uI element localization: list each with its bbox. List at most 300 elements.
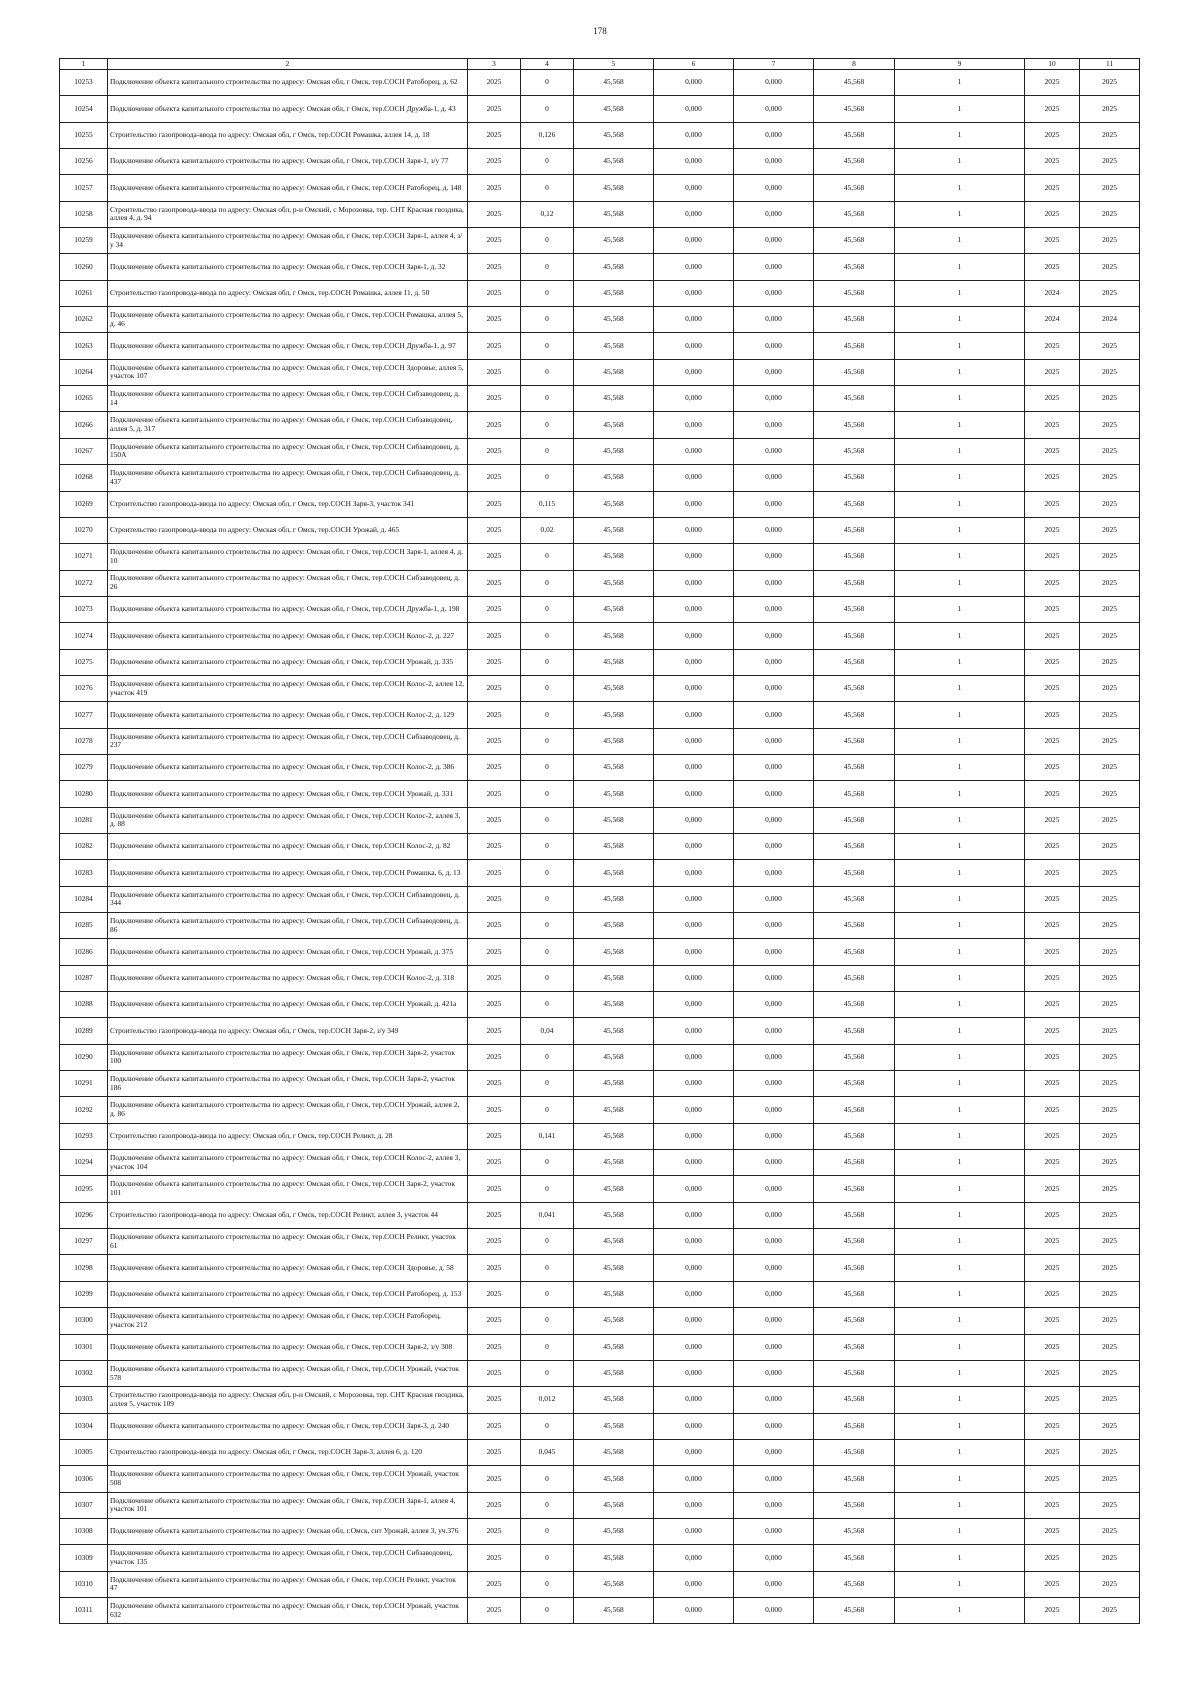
col-3-value: 2025 — [468, 1334, 521, 1360]
col-11-value: 2025 — [1080, 1202, 1140, 1228]
row-number: 10304 — [60, 1413, 108, 1439]
row-number: 10282 — [60, 833, 108, 859]
col-4-value: 0 — [521, 1150, 574, 1176]
col-11-value: 2025 — [1080, 1150, 1140, 1176]
column-header-8: 8 — [814, 59, 895, 70]
col-11-value: 2025 — [1080, 913, 1140, 939]
col-5-value: 45,568 — [574, 781, 654, 807]
table-row — [60, 1044, 1140, 1070]
col-11-value: 2025 — [1080, 754, 1140, 780]
col-6-value: 0,000 — [654, 1597, 734, 1623]
col-6-value: 0,000 — [654, 1202, 734, 1228]
col-7-value: 0,000 — [734, 623, 814, 649]
col-4-value: 0,115 — [521, 491, 574, 517]
table-row — [60, 96, 1140, 122]
row-number: 10259 — [60, 228, 108, 254]
col-3-value: 2025 — [468, 1360, 521, 1386]
col-6-value: 0,000 — [654, 1492, 734, 1518]
col-5-value: 45,568 — [574, 517, 654, 543]
col-8-value: 45,568 — [814, 1466, 895, 1492]
col-5-value: 45,568 — [574, 1571, 654, 1597]
object-description: Подключение объекта капитального строительства по адресу: Омская обл, г Омск, тер.СОСН Заря-1, аллея 4, д. 10 — [108, 544, 468, 570]
col-3-value: 2025 — [468, 728, 521, 754]
col-9-value: 1 — [895, 1571, 1025, 1597]
col-9-value: 1 — [895, 70, 1025, 96]
col-5-value: 45,568 — [574, 1545, 654, 1571]
col-10-value: 2025 — [1025, 1334, 1080, 1360]
col-11-value: 2025 — [1080, 1044, 1140, 1070]
col-6-value: 0,000 — [654, 833, 734, 859]
col-5-value: 45,568 — [574, 70, 654, 96]
col-8-value: 45,568 — [814, 280, 895, 306]
col-3-value: 2025 — [468, 491, 521, 517]
row-number: 10262 — [60, 307, 108, 333]
col-9-value: 1 — [895, 1308, 1025, 1334]
table-row — [60, 254, 1140, 280]
col-8-value: 45,568 — [814, 1097, 895, 1123]
row-number: 10255 — [60, 122, 108, 148]
object-description: Подключение объекта капитального строительства по адресу: Омская обл, г Омск, тер.СОСН Урожай, д. 375 — [108, 939, 468, 965]
col-11-value: 2025 — [1080, 1545, 1140, 1571]
table-row — [60, 728, 1140, 754]
col-4-value: 0 — [521, 1176, 574, 1202]
col-7-value: 0,000 — [734, 939, 814, 965]
table-row — [60, 359, 1140, 385]
col-7-value: 0,000 — [734, 1097, 814, 1123]
col-6-value: 0,000 — [654, 886, 734, 912]
col-8-value: 45,568 — [814, 412, 895, 438]
col-11-value: 2025 — [1080, 1571, 1140, 1597]
col-7-value: 0,000 — [734, 1360, 814, 1386]
col-10-value: 2025 — [1025, 1387, 1080, 1413]
col-10-value: 2025 — [1025, 149, 1080, 175]
col-10-value: 2025 — [1025, 1571, 1080, 1597]
col-5-value: 45,568 — [574, 1387, 654, 1413]
col-11-value: 2025 — [1080, 1387, 1140, 1413]
col-7-value: 0,000 — [734, 1597, 814, 1623]
table-row — [60, 781, 1140, 807]
col-3-value: 2025 — [468, 1202, 521, 1228]
col-11-value: 2025 — [1080, 992, 1140, 1018]
col-8-value: 45,568 — [814, 1545, 895, 1571]
col-5-value: 45,568 — [574, 122, 654, 148]
col-3-value: 2025 — [468, 1545, 521, 1571]
col-7-value: 0,000 — [734, 1229, 814, 1255]
table-row — [60, 1545, 1140, 1571]
col-9-value: 1 — [895, 1044, 1025, 1070]
col-11-value: 2025 — [1080, 807, 1140, 833]
column-header-9: 9 — [895, 59, 1025, 70]
col-9-value: 1 — [895, 886, 1025, 912]
row-number: 10289 — [60, 1018, 108, 1044]
col-3-value: 2025 — [468, 412, 521, 438]
col-4-value: 0 — [521, 702, 574, 728]
row-number: 10311 — [60, 1597, 108, 1623]
col-5-value: 45,568 — [574, 1492, 654, 1518]
col-6-value: 0,000 — [654, 201, 734, 227]
col-11-value: 2025 — [1080, 1229, 1140, 1255]
col-9-value: 1 — [895, 307, 1025, 333]
col-11-value: 2025 — [1080, 833, 1140, 859]
col-6-value: 0,000 — [654, 623, 734, 649]
col-10-value: 2025 — [1025, 517, 1080, 543]
col-5-value: 45,568 — [574, 728, 654, 754]
col-5-value: 45,568 — [574, 675, 654, 701]
row-number: 10272 — [60, 570, 108, 596]
col-7-value: 0,000 — [734, 359, 814, 385]
col-4-value: 0 — [521, 307, 574, 333]
object-description: Подключение объекта капитального строительства по адресу: Омская обл, г Омск, тер.СОСН Заря-2, участок 186 — [108, 1071, 468, 1097]
col-5-value: 45,568 — [574, 359, 654, 385]
object-description: Подключение объекта капитального строительства по адресу: Омская обл, г Омск, тер.СОСН Дружба-1, д. 43 — [108, 96, 468, 122]
object-description: Подключение объекта капитального строительства по адресу: Омская обл, г Омск, тер.СОСН Колос-2, д. 318 — [108, 965, 468, 991]
col-8-value: 45,568 — [814, 491, 895, 517]
object-description: Подключение объекта капитального строительства по адресу: Омская обл, г Омск, тер.СОСН Сибзаводовец, д. 26 — [108, 570, 468, 596]
table-row — [60, 1281, 1140, 1307]
col-7-value: 0,000 — [734, 1018, 814, 1044]
col-4-value: 0 — [521, 1308, 574, 1334]
col-8-value: 45,568 — [814, 307, 895, 333]
col-11-value: 2025 — [1080, 1518, 1140, 1544]
object-description: Подключение объекта капитального строительства по адресу: Омская обл, г Омск, тер.СОСН Реликт, участок 47 — [108, 1571, 468, 1597]
object-description: Строительство газопровода-ввода по адресу: Омская обл, г Омск, тер.СОСН Заря-3, аллея 6, д. 120 — [108, 1439, 468, 1465]
col-10-value: 2025 — [1025, 1123, 1080, 1149]
col-7-value: 0,000 — [734, 1071, 814, 1097]
col-4-value: 0 — [521, 675, 574, 701]
object-description: Строительство газопровода-ввода по адресу: Омская обл, г Омск, тер.СОСН Урожай, д. 465 — [108, 517, 468, 543]
row-number: 10309 — [60, 1545, 108, 1571]
col-7-value: 0,000 — [734, 886, 814, 912]
table-body — [60, 70, 1140, 1624]
col-7-value: 0,000 — [734, 544, 814, 570]
table-row — [60, 1176, 1140, 1202]
col-9-value: 1 — [895, 992, 1025, 1018]
col-4-value: 0,12 — [521, 201, 574, 227]
col-9-value: 1 — [895, 1466, 1025, 1492]
col-5-value: 45,568 — [574, 307, 654, 333]
col-6-value: 0,000 — [654, 992, 734, 1018]
col-5-value: 45,568 — [574, 1202, 654, 1228]
table-row — [60, 491, 1140, 517]
col-10-value: 2025 — [1025, 1439, 1080, 1465]
col-3-value: 2025 — [468, 280, 521, 306]
col-4-value: 0 — [521, 465, 574, 491]
col-4-value: 0 — [521, 913, 574, 939]
table-row — [60, 965, 1140, 991]
col-6-value: 0,000 — [654, 1413, 734, 1439]
row-number: 10301 — [60, 1334, 108, 1360]
col-7-value: 0,000 — [734, 1202, 814, 1228]
col-4-value: 0 — [521, 1492, 574, 1518]
object-description: Строительство газопровода-ввода по адресу: Омская обл, г Омск, тер.СОСН Заря-2, з/у 349 — [108, 1018, 468, 1044]
row-number: 10302 — [60, 1360, 108, 1386]
col-3-value: 2025 — [468, 939, 521, 965]
col-10-value: 2025 — [1025, 1597, 1080, 1623]
col-7-value: 0,000 — [734, 333, 814, 359]
col-4-value: 0 — [521, 728, 574, 754]
object-description: Строительство газопровода-ввода по адресу: Омская обл, г Омск, тер.СОСН Заря-3, участок 341 — [108, 491, 468, 517]
col-10-value: 2025 — [1025, 833, 1080, 859]
col-10-value: 2025 — [1025, 596, 1080, 622]
col-3-value: 2025 — [468, 675, 521, 701]
col-6-value: 0,000 — [654, 386, 734, 412]
col-11-value: 2025 — [1080, 1071, 1140, 1097]
col-3-value: 2025 — [468, 754, 521, 780]
col-4-value: 0 — [521, 807, 574, 833]
table-row — [60, 438, 1140, 464]
row-number: 10253 — [60, 70, 108, 96]
col-9-value: 1 — [895, 175, 1025, 201]
col-6-value: 0,000 — [654, 570, 734, 596]
col-6-value: 0,000 — [654, 596, 734, 622]
col-6-value: 0,000 — [654, 307, 734, 333]
col-3-value: 2025 — [468, 465, 521, 491]
object-description: Подключение объекта капитального строительства по адресу: Омская обл, г Омск, тер.СОСН Урожай, участок 632 — [108, 1597, 468, 1623]
col-6-value: 0,000 — [654, 913, 734, 939]
object-description: Подключение объекта капитального строительства по адресу: Омская обл, г Омск, тер.СОСН Заря-1, аллея 4, з/у 34 — [108, 228, 468, 254]
col-11-value: 2025 — [1080, 254, 1140, 280]
header-row — [60, 59, 1140, 70]
col-6-value: 0,000 — [654, 544, 734, 570]
table-header — [60, 59, 1140, 70]
col-10-value: 2025 — [1025, 122, 1080, 148]
col-5-value: 45,568 — [574, 570, 654, 596]
col-8-value: 45,568 — [814, 623, 895, 649]
col-3-value: 2025 — [468, 386, 521, 412]
col-8-value: 45,568 — [814, 1334, 895, 1360]
column-header-3: 3 — [468, 59, 521, 70]
object-description: Подключение объекта капитального строительства по адресу: Омская обл, г Омск, тер.СОСН Заря-2, з/у 308 — [108, 1334, 468, 1360]
col-5-value: 45,568 — [574, 1176, 654, 1202]
col-3-value: 2025 — [468, 1176, 521, 1202]
col-9-value: 1 — [895, 412, 1025, 438]
col-7-value: 0,000 — [734, 1255, 814, 1281]
col-11-value: 2025 — [1080, 1308, 1140, 1334]
col-3-value: 2025 — [468, 1150, 521, 1176]
col-11-value: 2025 — [1080, 517, 1140, 543]
col-5-value: 45,568 — [574, 860, 654, 886]
table-row — [60, 70, 1140, 96]
col-4-value: 0 — [521, 149, 574, 175]
col-10-value: 2025 — [1025, 781, 1080, 807]
col-5-value: 45,568 — [574, 544, 654, 570]
row-number: 10258 — [60, 201, 108, 227]
table-row — [60, 860, 1140, 886]
col-7-value: 0,000 — [734, 96, 814, 122]
col-7-value: 0,000 — [734, 517, 814, 543]
col-5-value: 45,568 — [574, 886, 654, 912]
col-10-value: 2025 — [1025, 1150, 1080, 1176]
col-7-value: 0,000 — [734, 992, 814, 1018]
col-9-value: 1 — [895, 1071, 1025, 1097]
col-9-value: 1 — [895, 675, 1025, 701]
row-number: 10261 — [60, 280, 108, 306]
col-10-value: 2025 — [1025, 175, 1080, 201]
col-5-value: 45,568 — [574, 1229, 654, 1255]
col-8-value: 45,568 — [814, 1387, 895, 1413]
table-row — [60, 1150, 1140, 1176]
col-7-value: 0,000 — [734, 1545, 814, 1571]
col-8-value: 45,568 — [814, 913, 895, 939]
table-row — [60, 333, 1140, 359]
col-9-value: 1 — [895, 280, 1025, 306]
col-8-value: 45,568 — [814, 1281, 895, 1307]
col-7-value: 0,000 — [734, 1439, 814, 1465]
col-10-value: 2025 — [1025, 465, 1080, 491]
table-row — [60, 807, 1140, 833]
col-9-value: 1 — [895, 570, 1025, 596]
row-number: 10260 — [60, 254, 108, 280]
col-7-value: 0,000 — [734, 1413, 814, 1439]
object-description: Подключение объекта капитального строительства по адресу: Омская обл, г Омск, тер.СОСН Сибзаводовец, аллея 5, д. 317 — [108, 412, 468, 438]
col-11-value: 2025 — [1080, 886, 1140, 912]
col-7-value: 0,000 — [734, 1518, 814, 1544]
col-11-value: 2025 — [1080, 333, 1140, 359]
col-3-value: 2025 — [468, 1387, 521, 1413]
col-9-value: 1 — [895, 1202, 1025, 1228]
col-5-value: 45,568 — [574, 623, 654, 649]
col-9-value: 1 — [895, 1413, 1025, 1439]
table-row — [60, 886, 1140, 912]
col-3-value: 2025 — [468, 122, 521, 148]
col-11-value: 2025 — [1080, 860, 1140, 886]
col-9-value: 1 — [895, 649, 1025, 675]
col-10-value: 2025 — [1025, 1071, 1080, 1097]
col-5-value: 45,568 — [574, 649, 654, 675]
investment-table — [59, 58, 1140, 1624]
table-row — [60, 201, 1140, 227]
col-9-value: 1 — [895, 333, 1025, 359]
col-11-value: 2025 — [1080, 359, 1140, 385]
col-4-value: 0,02 — [521, 517, 574, 543]
col-10-value: 2025 — [1025, 438, 1080, 464]
col-11-value: 2025 — [1080, 965, 1140, 991]
column-header-11: 11 — [1080, 59, 1140, 70]
col-8-value: 45,568 — [814, 1018, 895, 1044]
object-description: Подключение объекта капитального строительства по адресу: Омская обл, г Омск, тер.СОСН Колос-2, д. 129 — [108, 702, 468, 728]
col-3-value: 2025 — [468, 1281, 521, 1307]
col-9-value: 1 — [895, 596, 1025, 622]
object-description: Подключение объекта капитального строительства по адресу: Омская обл, г Омск, тер.СОСН Дружба-1, д. 198 — [108, 596, 468, 622]
object-description: Подключение объекта капитального строительства по адресу: Омская обл, г Омск, тер.СОСН Колос-2, аллея 3, участок 104 — [108, 1150, 468, 1176]
col-3-value: 2025 — [468, 149, 521, 175]
col-10-value: 2025 — [1025, 386, 1080, 412]
object-description: Строительство газопровода-ввода по адресу: Омская обл, р-н Омский, с Морозовка, тер. СНТ Красная гвоздика, аллея 5, участок 109 — [108, 1387, 468, 1413]
col-9-value: 1 — [895, 754, 1025, 780]
row-number: 10257 — [60, 175, 108, 201]
col-10-value: 2025 — [1025, 1466, 1080, 1492]
col-3-value: 2025 — [468, 965, 521, 991]
row-number: 10270 — [60, 517, 108, 543]
row-number: 10278 — [60, 728, 108, 754]
table-row — [60, 913, 1140, 939]
col-4-value: 0 — [521, 1044, 574, 1070]
col-10-value: 2025 — [1025, 992, 1080, 1018]
row-number: 10275 — [60, 649, 108, 675]
col-4-value: 0 — [521, 860, 574, 886]
table-row — [60, 754, 1140, 780]
col-4-value: 0 — [521, 965, 574, 991]
row-number: 10300 — [60, 1308, 108, 1334]
col-6-value: 0,000 — [654, 122, 734, 148]
row-number: 10254 — [60, 96, 108, 122]
table-row — [60, 1334, 1140, 1360]
row-number: 10269 — [60, 491, 108, 517]
col-5-value: 45,568 — [574, 833, 654, 859]
col-9-value: 1 — [895, 702, 1025, 728]
col-4-value: 0,012 — [521, 1387, 574, 1413]
col-3-value: 2025 — [468, 1492, 521, 1518]
col-4-value: 0 — [521, 1518, 574, 1544]
col-3-value: 2025 — [468, 649, 521, 675]
col-3-value: 2025 — [468, 623, 521, 649]
row-number: 10306 — [60, 1466, 108, 1492]
col-9-value: 1 — [895, 122, 1025, 148]
col-4-value: 0 — [521, 544, 574, 570]
col-6-value: 0,000 — [654, 1229, 734, 1255]
col-4-value: 0 — [521, 833, 574, 859]
col-8-value: 45,568 — [814, 965, 895, 991]
col-11-value: 2025 — [1080, 544, 1140, 570]
object-description: Подключение объекта капитального строительства по адресу: Омская обл, г Омск, тер.СОСН Заря-2, участок 101 — [108, 1176, 468, 1202]
col-10-value: 2025 — [1025, 1360, 1080, 1386]
col-3-value: 2025 — [468, 307, 521, 333]
object-description: Подключение объекта капитального строительства по адресу: Омская обл, г Омск, тер.СОСН Колос-2, аллея 12, участок 419 — [108, 675, 468, 701]
col-5-value: 45,568 — [574, 438, 654, 464]
col-6-value: 0,000 — [654, 1466, 734, 1492]
col-5-value: 45,568 — [574, 1360, 654, 1386]
col-11-value: 2025 — [1080, 623, 1140, 649]
col-7-value: 0,000 — [734, 754, 814, 780]
col-4-value: 0 — [521, 412, 574, 438]
col-8-value: 45,568 — [814, 386, 895, 412]
object-description: Подключение объекта капитального строительства по адресу: Омская обл, г Омск, тер.СОСН Урожай, д. 331 — [108, 781, 468, 807]
col-5-value: 45,568 — [574, 465, 654, 491]
col-4-value: 0 — [521, 992, 574, 1018]
table-row — [60, 175, 1140, 201]
col-6-value: 0,000 — [654, 1281, 734, 1307]
col-10-value: 2025 — [1025, 1018, 1080, 1044]
col-9-value: 1 — [895, 860, 1025, 886]
table-row — [60, 412, 1140, 438]
table-row — [60, 1360, 1140, 1386]
col-3-value: 2025 — [468, 544, 521, 570]
col-9-value: 1 — [895, 1176, 1025, 1202]
col-10-value: 2025 — [1025, 807, 1080, 833]
col-5-value: 45,568 — [574, 1308, 654, 1334]
col-3-value: 2025 — [468, 596, 521, 622]
row-number: 10294 — [60, 1150, 108, 1176]
col-3-value: 2025 — [468, 1123, 521, 1149]
col-3-value: 2025 — [468, 1255, 521, 1281]
col-9-value: 1 — [895, 1123, 1025, 1149]
table-row — [60, 992, 1140, 1018]
col-8-value: 45,568 — [814, 1150, 895, 1176]
object-description: Строительство газопровода-ввода по адресу: Омская обл, г Омск, тер.СОСН Реликт, д. 28 — [108, 1123, 468, 1149]
col-7-value: 0,000 — [734, 675, 814, 701]
col-8-value: 45,568 — [814, 860, 895, 886]
table-row — [60, 280, 1140, 306]
row-number: 10293 — [60, 1123, 108, 1149]
row-number: 10279 — [60, 754, 108, 780]
col-9-value: 1 — [895, 1597, 1025, 1623]
table-row — [60, 939, 1140, 965]
col-4-value: 0,045 — [521, 1439, 574, 1465]
row-number: 10284 — [60, 886, 108, 912]
col-8-value: 45,568 — [814, 1123, 895, 1149]
col-6-value: 0,000 — [654, 254, 734, 280]
col-9-value: 1 — [895, 1360, 1025, 1386]
